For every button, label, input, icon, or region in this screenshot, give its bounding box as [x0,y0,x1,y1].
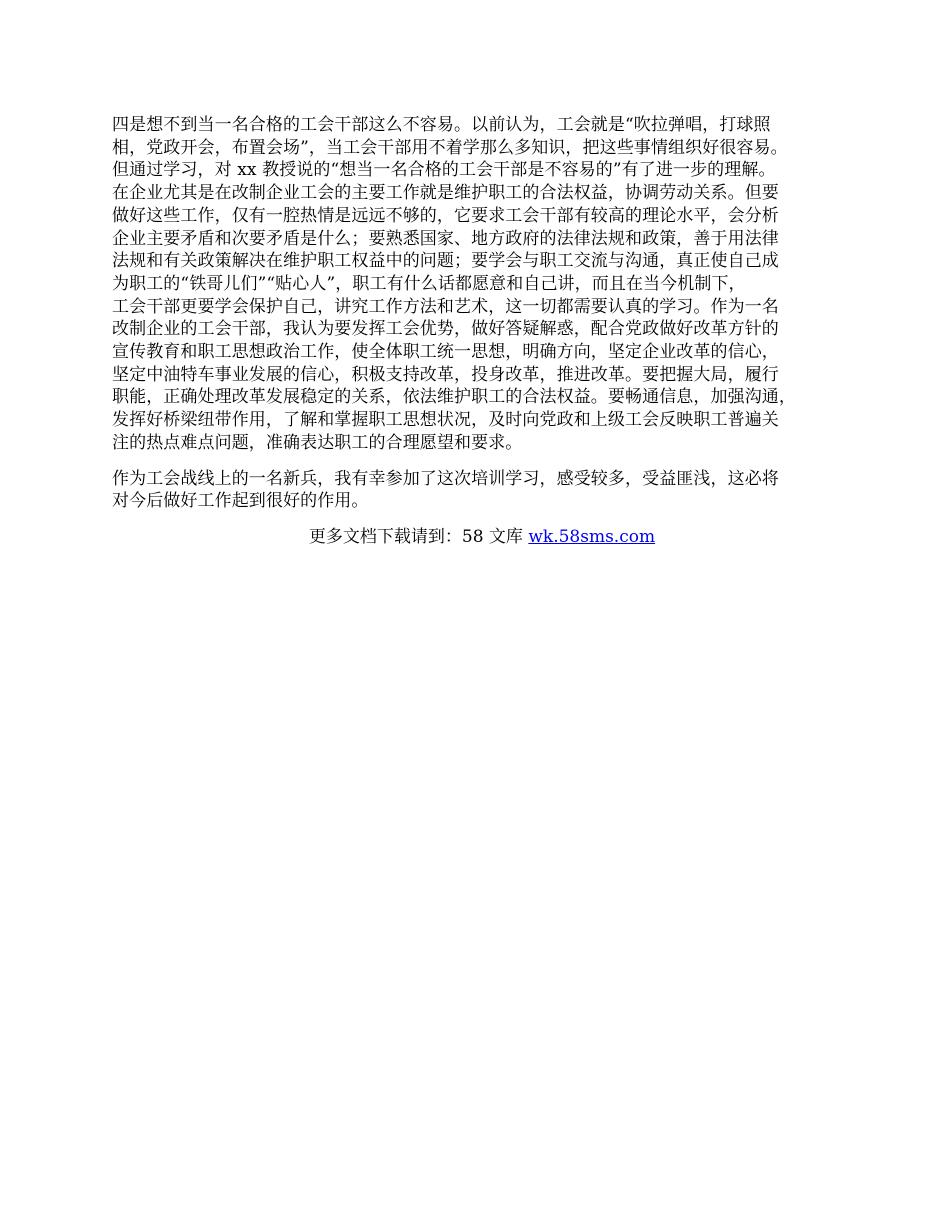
paragraph-1-line: 相，党政开会，布置会场”，当工会干部用不着学那么多知识，把这些事情组织好很容易。 [112,137,788,158]
paragraph-1 [112,114,852,455]
paragraph-1-line: 但通过学习，对 xx 教授说的“想当一名合格的工会干部是不容易的”有了进一步的理解。 [112,160,776,181]
paragraph-1-line: 为职工的“铁哥儿们”“贴心人”，职工有什么话都愿意和自己讲，而且在当今机制下， [112,273,746,294]
download-footer [112,526,852,549]
document-page [112,114,852,549]
paragraph-1-line: 职能，正确处理改革发展稳定的关系，依法维护职工的合法权益。要畅通信息，加强沟通， [112,387,796,408]
paragraph-2-line: 作为工会战线上的一名新兵，我有幸参加了这次培训学习，感受较多，受益匪浅，这必将 [112,468,779,489]
paragraph-1-line: 宣传教育和职工思想政治工作，使全体职工统一思想，明确方向，坚定企业改革的信心， [112,342,779,363]
paragraph-1-line: 改制企业的工会干部，我认为要发挥工会优势，做好答疑解惑，配合党政做好改革方针的 [112,319,779,340]
paragraph-1-line: 法规和有关政策解决在维护职工权益中的问题；要学会与职工交流与沟通，真正使自己成 [112,251,779,272]
paragraph-1-line: 四是想不到当一名合格的工会干部这么不容易。以前认为，工会就是“吹拉弹唱，打球照 [112,115,771,135]
paragraph-1-line: 做好这些工作，仅有一腔热情是远远不够的，它要求工会干部有较高的理论水平，会分析 [112,205,779,226]
footer-site-link[interactable]: wk.58sms.com [528,526,656,547]
paragraph-1-line: 坚定中油特车事业发展的信心，积极支持改革，投身改革，推进改革。要把握大局，履行 [112,364,779,385]
paragraph-2-line: 对今后做好工作起到很好的作用。 [112,491,369,512]
paragraph-1-line: 发挥好桥梁纽带作用，了解和掌握职工思想状况，及时向党政和上级工会反映职工普遍关 [112,410,779,431]
paragraph-2 [112,468,852,513]
paragraph-1-line: 在企业尤其是在改制企业工会的主要工作就是维护职工的合法权益，协调劳动关系。但要 [112,183,779,204]
paragraph-1-line: 企业主要矛盾和次要矛盾是什么；要熟悉国家、地方政府的法律法规和政策，善于用法律 [112,228,779,249]
paragraph-1-line: 工会干部更要学会保护自己，讲究工作方法和艺术，这一切都需要认真的学习。作为一名 [112,296,779,317]
paragraph-1-line: 注的热点难点问题，准确表达职工的合理愿望和要求。 [112,432,523,453]
footer-prefix-text: 更多文档下载请到：58 文库 [308,526,529,547]
